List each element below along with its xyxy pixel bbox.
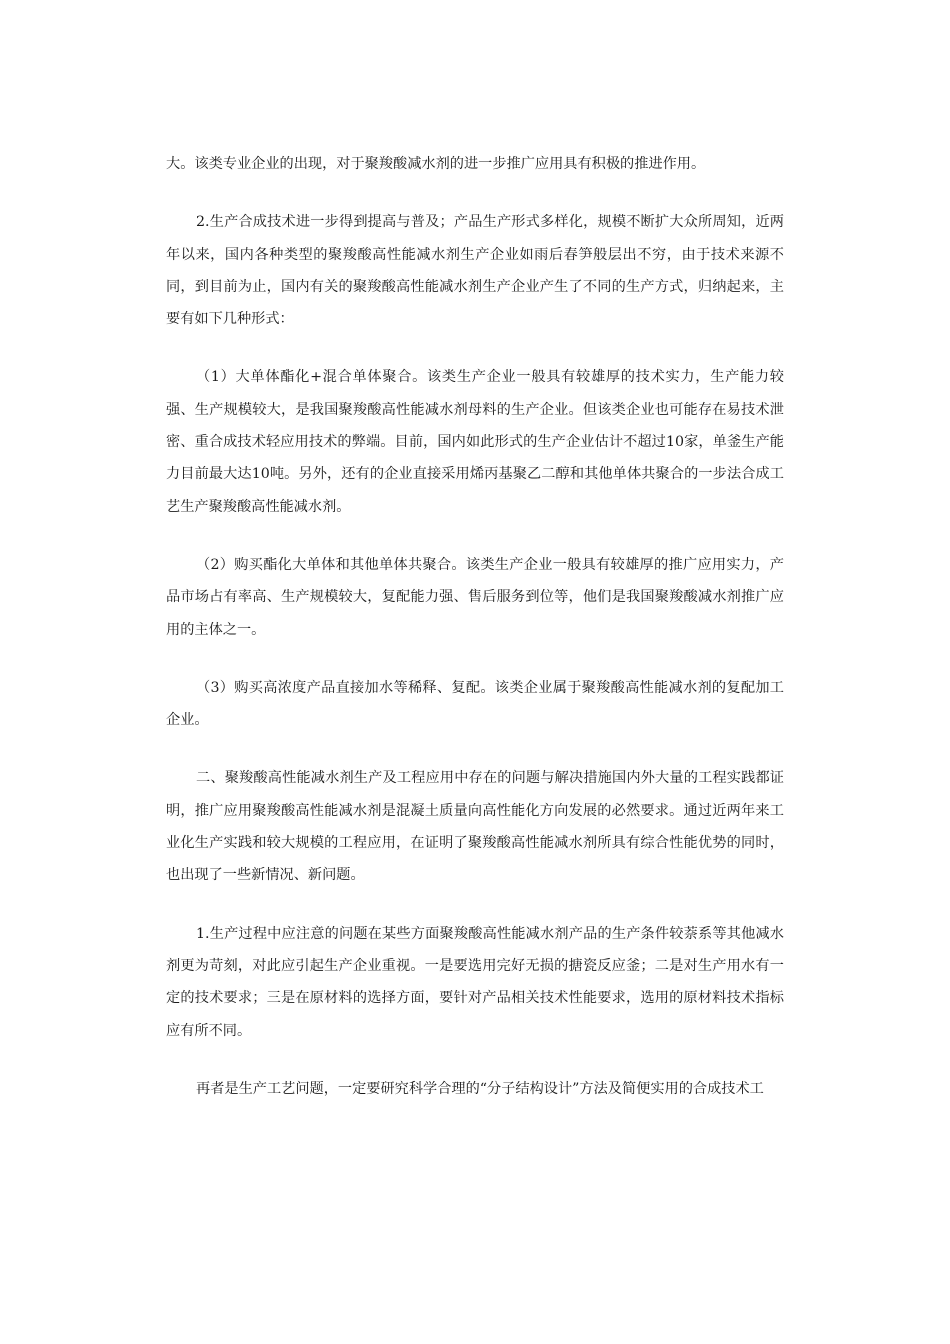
document-body bbox=[166, 148, 784, 1131]
paragraph-form-2: （2）购买酯化大单体和其他单体共聚合。该类生产企业一般具有较雄厚的推广应用实力，产品市场占有率高、生产规模较大，复配能力强、售后服务到位等，他们是我国聚羧酸减水剂推广应用的主体之一。 bbox=[166, 556, 784, 638]
paragraph-continuation: 大。该类专业企业的出现，对于聚羧酸减水剂的进一步推广应用具有积极的推进作用。 bbox=[166, 156, 706, 172]
paragraph-production-technology: 2.生产合成技术进一步得到提高与普及；产品生产形式多样化，规模不断扩大众所周知，近两年以来，国内各种类型的聚羧酸高性能减水剂生产企业如雨后春笋般层出不穷，由于技术来源不同，到目前为止，国内有关的聚羧酸高性能减水剂生产企业产生了不同的生产方式，归纳起来，主要有如下几种形式： bbox=[166, 214, 784, 328]
paragraph-process-issues: 再者是生产工艺问题，一定要研究科学合理的“分子结构设计”方法及简便实用的合成技术工 bbox=[196, 1080, 764, 1097]
paragraph-section-two: 二、聚羧酸高性能减水剂生产及工程应用中存在的问题与解决措施国内外大量的工程实践都证明，推广应用聚羧酸高性能减水剂是混凝土质量向高性能化方向发展的必然要求。通过近两年来工业化生产实践和较大规模的工程应用，在证明了聚羧酸高性能减水剂所具有综合性能优势的同时，也出现了一些新情况、新问题。 bbox=[166, 770, 784, 884]
paragraph-production-issues: 1.生产过程中应注意的问题在某些方面聚羧酸高性能减水剂产品的生产条件较萘系等其他减水剂更为苛刻，对此应引起生产企业重视。一是要选用完好无损的搪瓷反应釜；二是对生产用水有一定的技术要求；三是在原材料的选择方面，要针对产品相关技术性能要求，选用的原材料技术指标应有所不同。 bbox=[166, 925, 784, 1039]
paragraph-form-3: （3）购买高浓度产品直接加水等稀释、复配。该类企业属于聚羧酸高性能减水剂的复配加工企业。 bbox=[166, 679, 784, 729]
paragraph-form-1: （1）大单体酯化+混合单体聚合。该类生产企业一般具有较雄厚的技术实力，生产能力较强、生产规模较大，是我国聚羧酸高性能减水剂母料的生产企业。但该类企业也可能存在易技术泄密、重合成技术轻应用技术的弊端。目前，国内如此形式的生产企业估计不超过10家，单釜生产能力目前最大达10吨。另外，还有的企业直接采用烯丙基聚乙二醇和其他单体共聚合的一步法合成工艺生产聚羧酸高性能减水剂。 bbox=[166, 369, 784, 515]
